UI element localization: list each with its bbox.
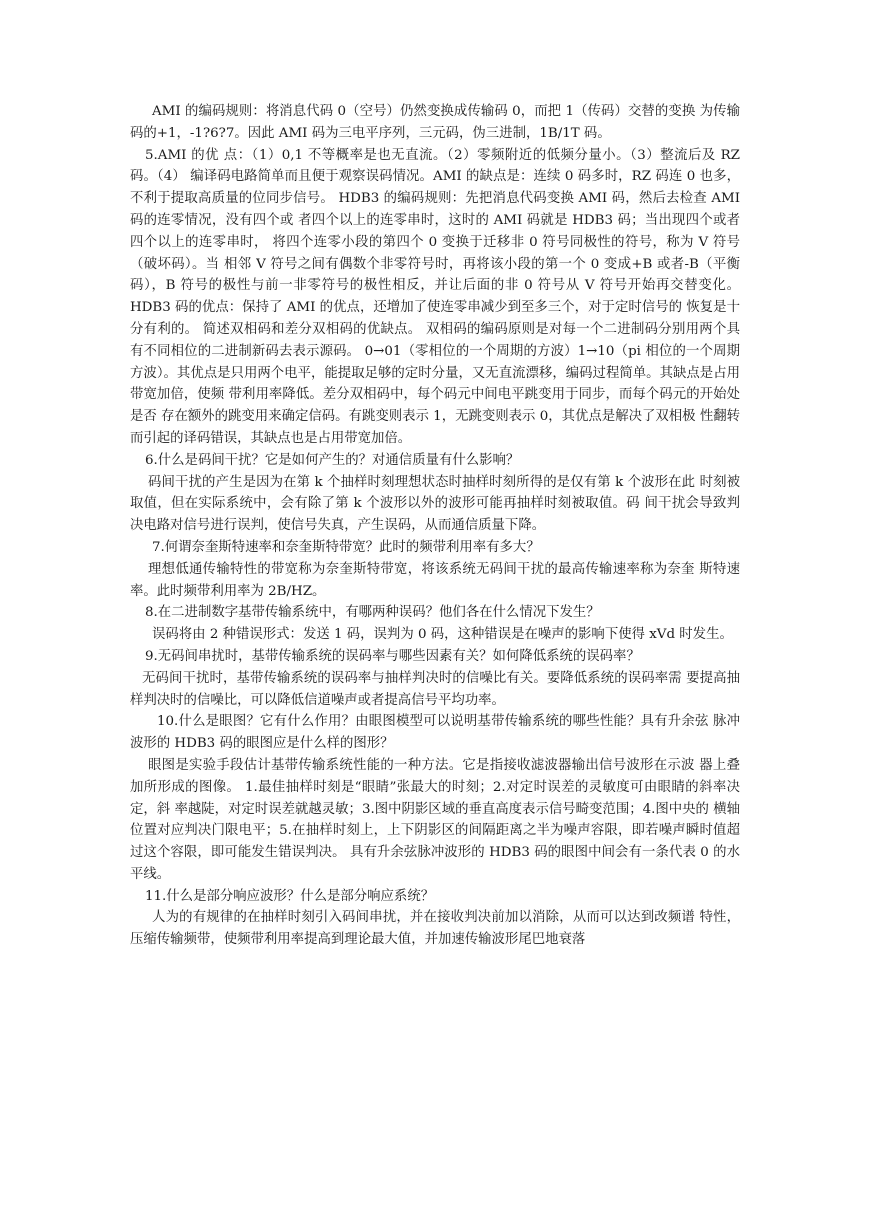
- answer-6: 码间干扰的产生是因为在第 k 个抽样时刻理想状态时抽样时刻所得的是仅有第 k 个波形在此 时刻被取值，但在实际系统中，会有除了第 k 个波形以外的波形可能再抽样时刻被取值。码 间干扰会导致判决电路对信号进行误判，使信号失真，产生误码，从而通信质量下降。: [130, 474, 740, 534]
- question-7-heading: 7.何谓奈奎斯特速率和奈奎斯特带宽？此时的频带利用率有多大？: [152, 539, 540, 555]
- answer-11: 人为的有规律的在抽样时刻引入码间串扰，并在接收判决前加以消除，从而可以达到改频谱 特性，压缩传输频带，使频带利用率提高到理论最大值，并加速传输波形尾巴地衰落: [130, 910, 740, 948]
- answer-9: 无码间干扰时，基带传输系统的误码率与抽样判决时的信噪比有关。要降低系统的误码率需 要提高抽样判决时的信噪比，可以降低信道噪声或者提高信号平均功率。: [130, 670, 740, 708]
- answer-10: 眼图是实验手段估计基带传输系统性能的一种方法。它是指接收滤波器输出信号波形在示波 器上叠加所形成的图像。 1.最佳抽样时刻是“眼睛”张最大的时刻；2.对定时误差的灵敏度可由眼睛的斜率决定，斜 率越陡，对定时误差就越灵敏；3.图中阴影区域的垂直高度表示信号畸变范围；4.图中央的 横轴位置对应判决门限电平；5.在抽样时刻上，上下阴影区的间隔距离之半为噪声容限，即若噪声瞬时值超过这个容限，即可能发生错误判决。 具有升余弦脉冲波形的 HDB3 码的眼图中间会有一条代表 0 的水平线。: [130, 757, 740, 882]
- document-page: [130, 101, 740, 951]
- answer-7: 理想低通传输特性的带宽称为奈奎斯特带宽，将该系统无码间干扰的最高传输速率称为奈奎 斯特速率。此时频带利用率为 2B/HZ。: [130, 561, 740, 599]
- paragraph-ami-pros-cons-hdb3: 5.AMI 的优 点：（1）0,1 不等概率是也无直流。（2）零频附近的低频分量小。（3）整流后及 RZ 码。（4） 编译码电路简单而且便于观察误码情况。AMI 的缺点是：连续 0 码多时，RZ 码连 0 也多， 不利于提取高质量的位同步信号。 HDB3 的编码规则：先把消息代码变换 AMI 码，然后去检查 AMI 码的连零情况，没有四个或 者四个以上的连零串时，这时的 AMI 码就是 HDB3 码；当出现四个或者四个以上的连零串时， 将四个连零小段的第四个 0 变换于迁移非 0 符号同极性的符号，称为 V 符号（破坏码）。当 相邻 V 符号之间有偶数个非零符号时，再将该小段的第一个 0 变成+B 或者-B（平衡码），B 符号的极性与前一非零符号的极性相反，并让后面的非 0 符号从 V 符号开始再交替变化。 HDB3 码的优点：保持了 AMI 的优点，还增加了使连零串减少到至多三个，对于定时信号的 恢复是十分有利的。 简述双相码和差分双相码的优缺点。 双相码的编码原则是对每一个二进制码分别用两个具有不同相位的二进制新码去表示源码。 0→01（零相位的一个周期的方波）1→10（pi 相位的一个周期方波）。其优点是只用两个电平，能提取足够的定时分量，又无直流漂移，编码过程简单。其缺点是占用带宽加倍，使频 带利用率降低。差分双相码中，每个码元中间电平跳变用于同步，而每个码元的开始处是否 存在额外的跳变用来确定信码。有跳变则表示 1，无跳变则表示 0，其优点是解决了双相极 性翻转而引起的译码错误，其缺点也是占用带宽加倍。: [130, 147, 740, 446]
- question-11-heading: 11.什么是部分响应波形？什么是部分响应系统？: [145, 888, 435, 904]
- question-10-heading: 10.什么是眼图？它有什么作用？由眼图模型可以说明基带传输系统的哪些性能？具有升余弦 脉冲波形的 HDB3 码的眼图应是什么样的图形？: [130, 714, 740, 752]
- question-8-heading: 8.在二进制数字基带传输系统中，有哪两种误码？他们各在什么情况下发生？: [145, 605, 600, 621]
- question-6-heading: 6.什么是码间干扰？它是如何产生的？对通信质量有什么影响？: [145, 452, 520, 468]
- question-9-heading: 9.无码间串扰时，基带传输系统的误码率与哪些因素有关？如何降低系统的误码率？: [145, 648, 640, 664]
- paragraph-ami-coding-rule: AMI 的编码规则：将消息代码 0（空号）仍然变换成传输码 0，而把 1（传码）交替的变换 为传输码的+1，-1?6?7。因此 AMI 码为三电平序列，三元码，伪三进制，1B/1T 码。: [130, 104, 740, 141]
- answer-8: 误码将由 2 种错误形式：发送 1 码，误判为 0 码，这种错误是在噪声的影响下使得 xVd 时发生。: [152, 627, 733, 643]
